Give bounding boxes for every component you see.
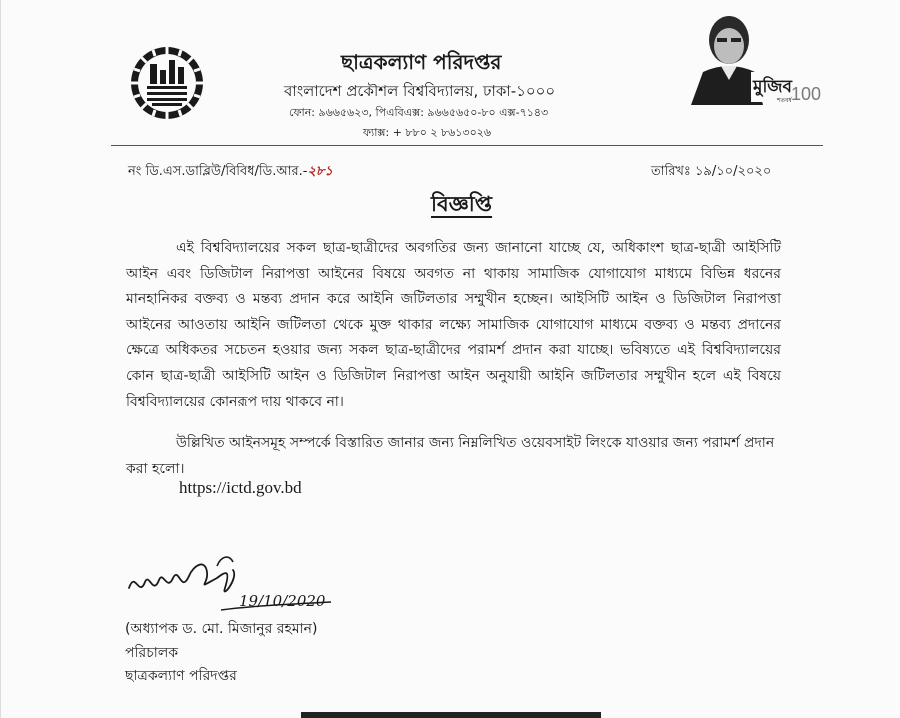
signatory-name: (অধ্যাপক ড. মো. মিজানুর রহমান) (125, 621, 318, 637)
notice-paragraph-2: উল্লিখিত আইনসমূহ সম্পর্কে বিস্তারিত জানার জন্য নিম্নলিখিত ওয়েবসাইট লিংকে যাওয়ার জন্য পরামর্শ প্রদান করা হলো। (126, 435, 775, 477)
university-emblem-icon (130, 46, 204, 120)
header-divider (111, 145, 823, 146)
notice-date: তারিখঃ ১৯/১০/২০২০ (651, 164, 772, 179)
reference-handwritten-number: ২৮১ (307, 164, 333, 179)
mujib-logo-num: 100 (791, 84, 821, 104)
notice-paragraph-1: এই বিশ্ববিদ্যালয়ের সকল ছাত্র-ছাত্রীদের অবগতির জন্য জানানো যাচ্ছে যে, অধিকাংশ ছাত্র-ছাত্রী আইসিটি আইন এবং ডিজিটাল নিরাপত্তা আইনের বিষয়ে অবগত না থাকায় সামাজিক যোগাযোগ মাধ্যমে বিভিন্ন ধরনের মানহানিকর বক্তব্য ও মন্তব্য প্রদান করে আইনি জটিলতার সম্মুখীন হচ্ছেন। আইসিটি আইন ও ডিজিটাল নিরাপত্তা আইনের আওতায় আইনি জটিলতা থেকে মুক্ত থাকার লক্ষ্যে সামাজিক যোগাযোগ মাধ্যমে বক্তব্য ও মন্তব্য প্রদানের ক্ষেত্রে অধিকতর সচেতন হওয়ার জন্য সকল ছাত্র-ছাত্রীদের পরামর্শ প্রদান করা যাচ্ছে। ভবিষ্যতে এই বিশ্ববিদ্যালয়ের কোন ছাত্র-ছাত্রী আইসিটি আইন ও ডিজিটাল নিরাপত্তা আইন অনুযায়ী আইনি জটিলতার সম্মুখীন হলে এই বিষয়ে বিশ্ববিদ্যালয়ের কোনরূপ দায় থাকবে না। (126, 240, 781, 410)
page-edge-shadow (301, 712, 601, 718)
office-name: ছাত্রকল্যাণ পরিদপ্তর (341, 50, 502, 74)
mujib-logo-sub: শতবর্ষ (777, 97, 792, 104)
ictd-website-link[interactable]: https://ictd.gov.bd (179, 478, 302, 497)
signature-date: 19/10/2020 (239, 592, 326, 610)
mujib-logo-text: মুজিব (753, 77, 792, 97)
mujib-portrait-image (681, 10, 821, 105)
notice-title: বিজ্ঞপ্তি (431, 192, 493, 216)
fax-line: ফ্যাক্স: + ৮৮০ ২ ৮৬১৩০২৬ (363, 126, 492, 139)
signature-image (121, 548, 341, 618)
reference-prefix: নং ডি.এস.ডাব্লিউ/বিবিধ/ডি.আর.- (128, 164, 308, 179)
university-name: বাংলাদেশ প্রকৌশল বিশ্ববিদ্যালয়, ঢাকা-১০০০ (284, 82, 556, 100)
signatory-designation: পরিচালক (125, 645, 179, 661)
signatory-office: ছাত্রকল্যাণ পরিদপ্তর (125, 668, 237, 684)
phone-line: ফোন: ৯৬৬৫৬২৩, পিএবিএক্স: ৯৬৬৫৬৫০-৮০ এক্স-৭১৪৩ (289, 106, 549, 119)
reference-number (128, 162, 333, 183)
